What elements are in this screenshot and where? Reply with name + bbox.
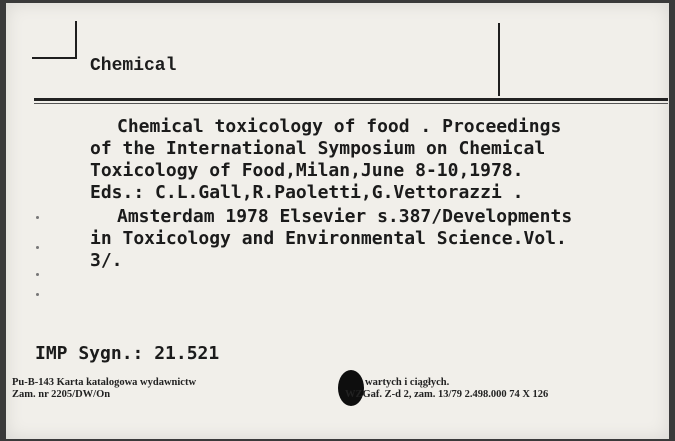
entry-line-6: in Toxicology and Environmental Science.Vol. [90, 228, 567, 249]
header-rule-thick [34, 98, 668, 101]
footer-line2-right: WZGaf. Z-d 2, zam. 13/79 2.498.000 74 X 126 [345, 389, 549, 400]
entry-line-3: Toxicology of Food,Milan,June 8-10,1978. [90, 160, 524, 181]
category-heading: Chemical [90, 56, 177, 76]
entry-line-7: 3/. [90, 250, 123, 271]
entry-line-1: Chemical toxicology of food . Proceedings [117, 116, 562, 137]
entry-line-2: of the International Symposium on Chemical [90, 138, 546, 159]
footer-line1-right: wartych i ciągłych. [365, 377, 450, 388]
header-rule-thin [34, 103, 668, 104]
entry-line-4: Eds.: C.L.Gall,R.Paoletti,G.Vettorazzi . [90, 182, 524, 203]
corner-mark-vertical [75, 21, 77, 59]
corner-mark-horizontal [32, 57, 77, 59]
header-divider [498, 23, 500, 96]
footer-line2-left: Zam. nr 2205/DW/On [12, 389, 111, 400]
entry-line-5: Amsterdam 1978 Elsevier s.387/Developments [117, 206, 573, 227]
call-number: IMP Sygn.: 21.521 [35, 343, 220, 364]
catalog-card [6, 3, 669, 439]
footer-line1-left: Pu-B-143 Karta katalogowa wydawnictw [12, 377, 197, 388]
